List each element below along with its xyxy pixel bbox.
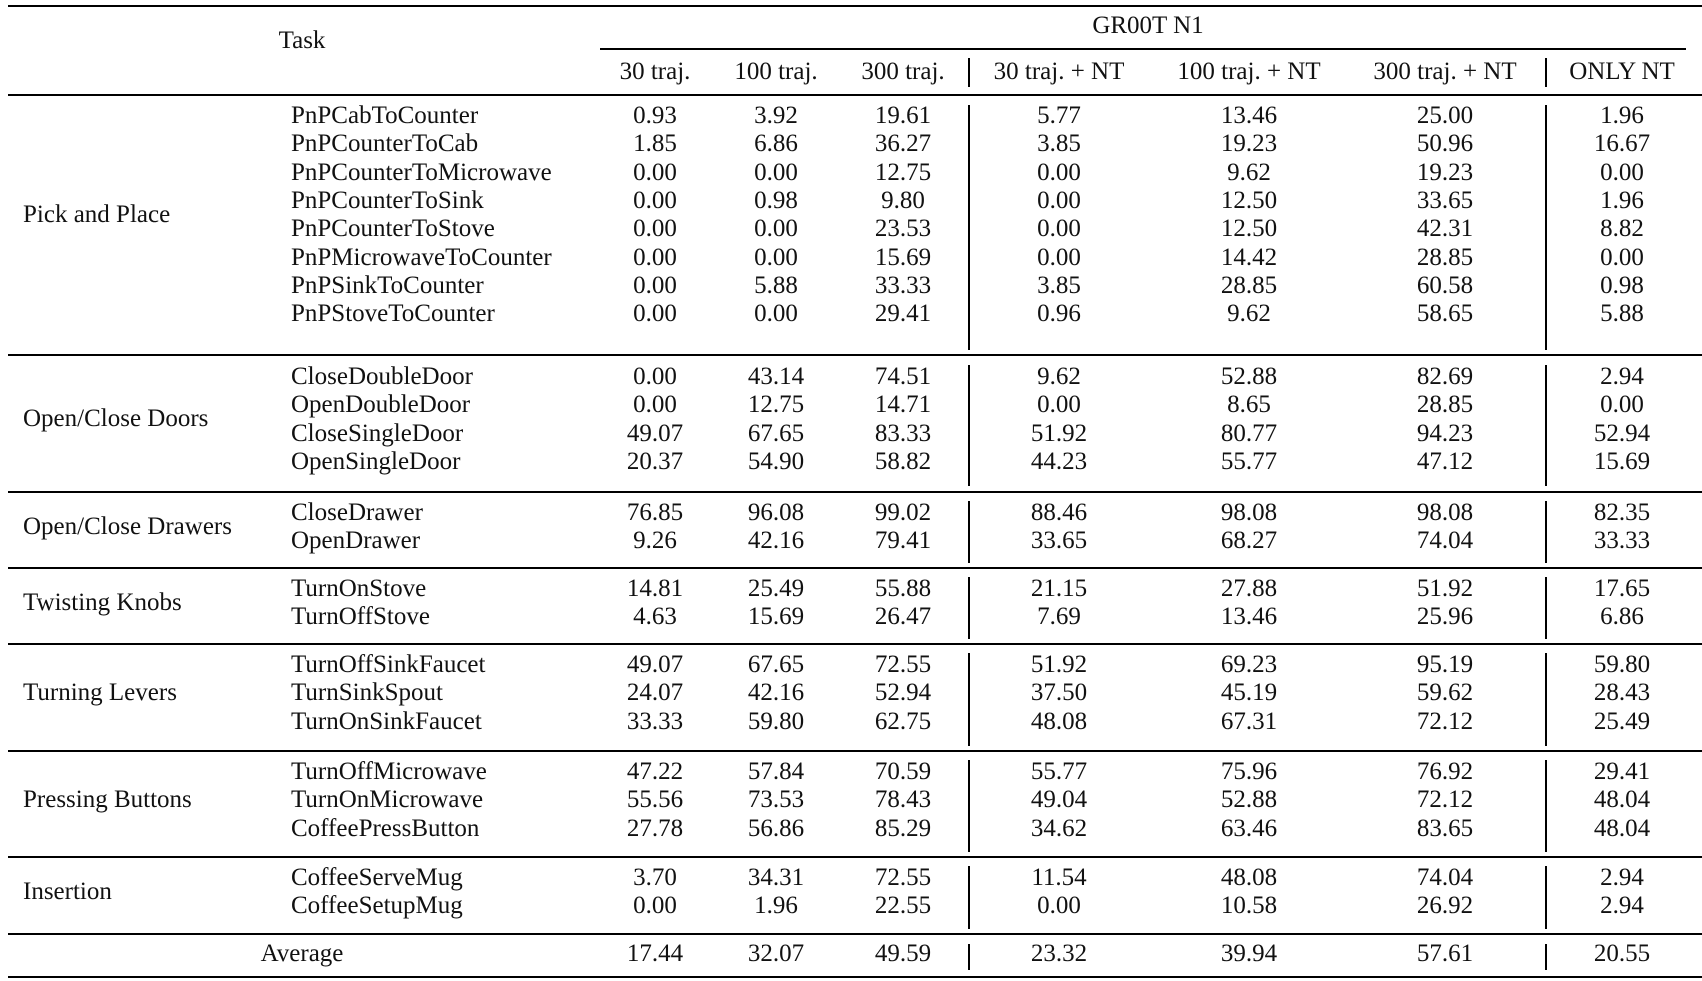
table-cell: 82.35	[1593, 499, 1651, 526]
task-name: PnPCounterToMicrowave	[291, 158, 552, 186]
table-cell: 76.92	[1416, 758, 1474, 785]
table-cell: 45.19	[1220, 679, 1278, 707]
table-cell: 55.77	[1220, 447, 1278, 475]
table-cell: 76.85	[626, 499, 684, 526]
table-cell: 8.65	[1227, 391, 1271, 419]
category-label: Pick and Place	[23, 201, 171, 229]
table-cell: 83.65	[1416, 814, 1474, 842]
table-cell: 55.88	[874, 575, 932, 602]
table-rule	[8, 976, 1702, 978]
table-cell: 5.88	[1600, 300, 1644, 328]
table-cell: 25.49	[747, 575, 805, 602]
table-rule	[8, 491, 1702, 493]
table-cell: 74.04	[1416, 527, 1474, 555]
task-name: PnPCabToCounter	[291, 102, 479, 129]
task-name: PnPCounterToStove	[291, 215, 495, 243]
table-cell: 0.00	[633, 300, 677, 328]
table-cell: 19.23	[1416, 158, 1474, 186]
category-label: Open/Close Drawers	[23, 513, 232, 541]
table-cell: 12.50	[1220, 186, 1278, 214]
table-cell: 9.26	[633, 527, 677, 555]
table-cell: 14.42	[1220, 243, 1278, 271]
table-cell: 7.69	[1037, 603, 1081, 631]
table-cell: 48.04	[1593, 814, 1651, 842]
task-name: TurnOnStove	[291, 575, 427, 602]
table-cell: 9.80	[881, 186, 925, 214]
table-cell: 1.96	[754, 892, 798, 920]
table-cell: 43.14	[747, 363, 805, 390]
table-cell: 52.88	[1220, 786, 1278, 814]
table-cell: 0.00	[633, 892, 677, 920]
table-cell: 67.31	[1220, 707, 1278, 735]
column-divider	[1545, 760, 1547, 852]
task-name: PnPMicrowaveToCounter	[291, 243, 552, 271]
table-cell: 83.33	[874, 419, 932, 447]
table-cell: 28.43	[1593, 679, 1651, 707]
column-divider	[1545, 365, 1547, 486]
table-cell: 2.94	[1600, 864, 1644, 891]
task-name: CoffeePressButton	[291, 814, 480, 842]
table-cell: 0.00	[633, 215, 677, 243]
table-cell: 0.00	[1037, 391, 1081, 419]
table-cell: 67.65	[747, 651, 805, 678]
table-cell: 48.04	[1593, 786, 1651, 814]
table-cell: 0.00	[1037, 215, 1081, 243]
average-cell: 49.59	[874, 940, 932, 967]
table-cell: 85.29	[874, 814, 932, 842]
table-cell: 15.69	[747, 603, 805, 631]
table-cell: 74.51	[874, 363, 932, 390]
category-label: Pressing Buttons	[23, 786, 192, 814]
table-cell: 55.77	[1030, 758, 1088, 785]
table-cell: 72.55	[874, 651, 932, 678]
table-cell: 4.63	[633, 603, 677, 631]
task-name: CloseDrawer	[291, 499, 423, 526]
table-cell: 2.94	[1600, 892, 1644, 920]
column-header: 300 traj. + NT	[1373, 58, 1517, 85]
table-cell: 22.55	[874, 892, 932, 920]
table-cell: 15.69	[1593, 447, 1651, 475]
table-cell: 26.47	[874, 603, 932, 631]
average-cell: 23.32	[1030, 940, 1088, 967]
table-cell: 1.85	[633, 130, 677, 158]
table-cell: 28.85	[1416, 243, 1474, 271]
column-divider	[968, 365, 970, 486]
table-cell: 49.07	[626, 419, 684, 447]
table-cell: 60.58	[1416, 271, 1474, 299]
table-cell: 55.56	[626, 786, 684, 814]
task-name: CloseDoubleDoor	[291, 363, 473, 390]
table-cell: 8.82	[1600, 215, 1644, 243]
table-cell: 25.49	[1593, 707, 1651, 735]
table-cell: 33.33	[1593, 527, 1651, 555]
column-divider	[1545, 501, 1547, 563]
table-rule	[600, 48, 1686, 50]
table-cell: 0.00	[754, 300, 798, 328]
table-cell: 13.46	[1220, 603, 1278, 631]
column-header: ONLY NT	[1569, 58, 1675, 85]
column-header: 30 traj. + NT	[993, 58, 1125, 85]
table-cell: 48.08	[1030, 707, 1088, 735]
table-cell: 12.75	[747, 391, 805, 419]
table-cell: 1.96	[1600, 102, 1644, 129]
table-cell: 94.23	[1416, 419, 1474, 447]
table-cell: 0.93	[633, 102, 677, 129]
table-cell: 49.07	[626, 651, 684, 678]
column-header: 300 traj.	[861, 58, 945, 85]
table-cell: 0.00	[1037, 158, 1081, 186]
table-cell: 58.65	[1416, 300, 1474, 328]
table-cell: 9.62	[1227, 300, 1271, 328]
task-name: PnPCounterToCab	[291, 130, 479, 158]
table-cell: 72.12	[1416, 707, 1474, 735]
table-cell: 29.41	[874, 300, 932, 328]
table-cell: 24.07	[626, 679, 684, 707]
table-cell: 59.62	[1416, 679, 1474, 707]
table-cell: 0.98	[1600, 271, 1644, 299]
table-cell: 10.58	[1220, 892, 1278, 920]
table-cell: 95.19	[1416, 651, 1474, 678]
table-cell: 49.04	[1030, 786, 1088, 814]
category-label: Open/Close Doors	[23, 405, 209, 433]
table-rule	[8, 567, 1702, 569]
table-cell: 0.98	[754, 186, 798, 214]
table-cell: 29.41	[1593, 758, 1651, 785]
table-cell: 72.55	[874, 864, 932, 891]
table-cell: 12.75	[874, 158, 932, 186]
column-header: 100 traj.	[734, 58, 818, 85]
table-cell: 14.81	[626, 575, 684, 602]
column-header: 30 traj.	[619, 58, 691, 85]
task-name: CoffeeServeMug	[291, 864, 463, 891]
table-cell: 79.41	[874, 527, 932, 555]
table-cell: 70.59	[874, 758, 932, 785]
table-rule	[8, 750, 1702, 752]
column-divider	[968, 653, 970, 746]
average-cell: 20.55	[1593, 940, 1651, 967]
table-cell: 63.46	[1220, 814, 1278, 842]
table-cell: 17.65	[1593, 575, 1651, 602]
table-cell: 27.88	[1220, 575, 1278, 602]
column-divider	[1545, 105, 1547, 350]
table-cell: 52.94	[874, 679, 932, 707]
table-cell: 37.50	[1030, 679, 1088, 707]
table-cell: 3.85	[1037, 271, 1081, 299]
table-cell: 82.69	[1416, 363, 1474, 390]
table-cell: 33.33	[626, 707, 684, 735]
table-cell: 51.92	[1030, 651, 1088, 678]
table-cell: 42.16	[747, 527, 805, 555]
table-cell: 75.96	[1220, 758, 1278, 785]
column-divider	[968, 944, 970, 970]
average-cell: 17.44	[626, 940, 684, 967]
table-cell: 52.88	[1220, 363, 1278, 390]
table-cell: 3.70	[633, 864, 677, 891]
header-group: GR00T N1	[1092, 12, 1204, 39]
table-cell: 23.53	[874, 215, 932, 243]
table-cell: 0.00	[1037, 186, 1081, 214]
table-cell: 0.00	[633, 158, 677, 186]
column-divider	[1545, 866, 1547, 929]
table-cell: 98.08	[1416, 499, 1474, 526]
column-divider	[968, 577, 970, 639]
task-name: OpenDoubleDoor	[291, 391, 471, 419]
table-cell: 15.69	[874, 243, 932, 271]
table-cell: 26.92	[1416, 892, 1474, 920]
table-cell: 16.67	[1593, 130, 1651, 158]
table-cell: 74.04	[1416, 864, 1474, 891]
table-cell: 51.92	[1030, 419, 1088, 447]
table-cell: 27.78	[626, 814, 684, 842]
average-label: Average	[260, 940, 344, 967]
table-cell: 5.77	[1037, 102, 1081, 129]
category-label: Insertion	[23, 878, 112, 906]
table-cell: 42.31	[1416, 215, 1474, 243]
table-cell: 72.12	[1416, 786, 1474, 814]
table-cell: 51.92	[1416, 575, 1474, 602]
task-name: TurnOnMicrowave	[291, 786, 484, 814]
table-cell: 78.43	[874, 786, 932, 814]
column-divider	[1545, 58, 1547, 87]
table-cell: 0.00	[754, 158, 798, 186]
table-cell: 57.84	[747, 758, 805, 785]
task-name: TurnOffStove	[291, 603, 430, 631]
table-cell: 28.85	[1220, 271, 1278, 299]
table-cell: 1.96	[1600, 186, 1644, 214]
table-rule	[8, 94, 1702, 96]
table-cell: 52.94	[1593, 419, 1651, 447]
table-cell: 98.08	[1220, 499, 1278, 526]
table-cell: 11.54	[1031, 864, 1087, 891]
table-cell: 56.86	[747, 814, 805, 842]
table-cell: 2.94	[1600, 363, 1644, 390]
table-cell: 62.75	[874, 707, 932, 735]
header-task: Task	[278, 27, 326, 54]
table-cell: 34.31	[747, 864, 805, 891]
table-rule	[8, 5, 1702, 7]
table-cell: 0.00	[1037, 243, 1081, 271]
table-cell: 6.86	[1600, 603, 1644, 631]
column-divider	[968, 501, 970, 563]
column-divider	[968, 760, 970, 852]
table-cell: 96.08	[747, 499, 805, 526]
column-divider	[968, 866, 970, 929]
table-cell: 67.65	[747, 419, 805, 447]
task-name: TurnSinkSpout	[291, 679, 443, 707]
table-cell: 0.00	[1600, 391, 1644, 419]
table-cell: 99.02	[874, 499, 932, 526]
table-cell: 0.00	[1600, 243, 1644, 271]
table-cell: 59.80	[747, 707, 805, 735]
table-cell: 25.96	[1416, 603, 1474, 631]
table-cell: 33.65	[1030, 527, 1088, 555]
table-cell: 19.23	[1220, 130, 1278, 158]
column-divider	[968, 105, 970, 350]
table-cell: 0.00	[1600, 158, 1644, 186]
task-name: CoffeeSetupMug	[291, 892, 463, 920]
table-cell: 25.00	[1416, 102, 1474, 129]
table-cell: 0.00	[754, 243, 798, 271]
table-cell: 9.62	[1227, 158, 1271, 186]
table-rule	[8, 856, 1702, 858]
task-name: PnPCounterToSink	[291, 186, 484, 214]
table-cell: 47.22	[626, 758, 684, 785]
table-cell: 47.12	[1416, 447, 1474, 475]
table-cell: 9.62	[1037, 363, 1081, 390]
column-divider	[1545, 944, 1547, 970]
table-cell: 54.90	[747, 447, 805, 475]
table-cell: 3.85	[1037, 130, 1081, 158]
column-divider	[1545, 577, 1547, 639]
column-header: 100 traj. + NT	[1177, 58, 1321, 85]
table-rule	[8, 933, 1702, 935]
table-rule	[8, 643, 1702, 645]
table-cell: 28.85	[1416, 391, 1474, 419]
task-name: OpenDrawer	[291, 527, 421, 555]
task-name: PnPSinkToCounter	[291, 271, 484, 299]
table-cell: 73.53	[747, 786, 805, 814]
average-cell: 32.07	[747, 940, 805, 967]
table-cell: 88.46	[1030, 499, 1088, 526]
table-cell: 20.37	[626, 447, 684, 475]
table-cell: 3.92	[754, 102, 798, 129]
table-cell: 19.61	[874, 102, 932, 129]
table-cell: 59.80	[1593, 651, 1651, 678]
table-cell: 42.16	[747, 679, 805, 707]
task-name: OpenSingleDoor	[291, 447, 461, 475]
table-cell: 36.27	[874, 130, 932, 158]
category-label: Twisting Knobs	[23, 589, 182, 617]
table-cell: 68.27	[1220, 527, 1278, 555]
table-cell: 0.00	[633, 271, 677, 299]
table-cell: 0.00	[754, 215, 798, 243]
table-cell: 0.00	[633, 243, 677, 271]
table-cell: 48.08	[1220, 864, 1278, 891]
table-cell: 0.00	[1037, 892, 1081, 920]
table-cell: 80.77	[1220, 419, 1278, 447]
table-cell: 50.96	[1416, 130, 1474, 158]
task-name: CloseSingleDoor	[291, 419, 464, 447]
task-name: PnPStoveToCounter	[291, 300, 495, 328]
table-cell: 44.23	[1030, 447, 1088, 475]
task-name: TurnOnSinkFaucet	[291, 707, 482, 735]
table-cell: 33.33	[874, 271, 932, 299]
average-cell: 57.61	[1416, 940, 1474, 967]
table-cell: 0.00	[633, 391, 677, 419]
table-cell: 69.23	[1220, 651, 1278, 678]
table-cell: 5.88	[754, 271, 798, 299]
table-cell: 13.46	[1220, 102, 1278, 129]
task-name: TurnOffMicrowave	[291, 758, 487, 785]
table-cell: 0.00	[633, 363, 677, 390]
column-divider	[968, 58, 970, 87]
table-rule	[8, 354, 1702, 356]
table-cell: 58.82	[874, 447, 932, 475]
table-cell: 14.71	[874, 391, 932, 419]
table-cell: 0.96	[1037, 300, 1081, 328]
task-name: TurnOffSinkFaucet	[291, 651, 486, 678]
table-cell: 12.50	[1220, 215, 1278, 243]
table-cell: 34.62	[1030, 814, 1088, 842]
table-cell: 0.00	[633, 186, 677, 214]
average-cell: 39.94	[1220, 940, 1278, 967]
category-label: Turning Levers	[23, 679, 177, 707]
table-cell: 6.86	[754, 130, 798, 158]
table-cell: 33.65	[1416, 186, 1474, 214]
column-divider	[1545, 653, 1547, 746]
table-cell: 21.15	[1030, 575, 1088, 602]
